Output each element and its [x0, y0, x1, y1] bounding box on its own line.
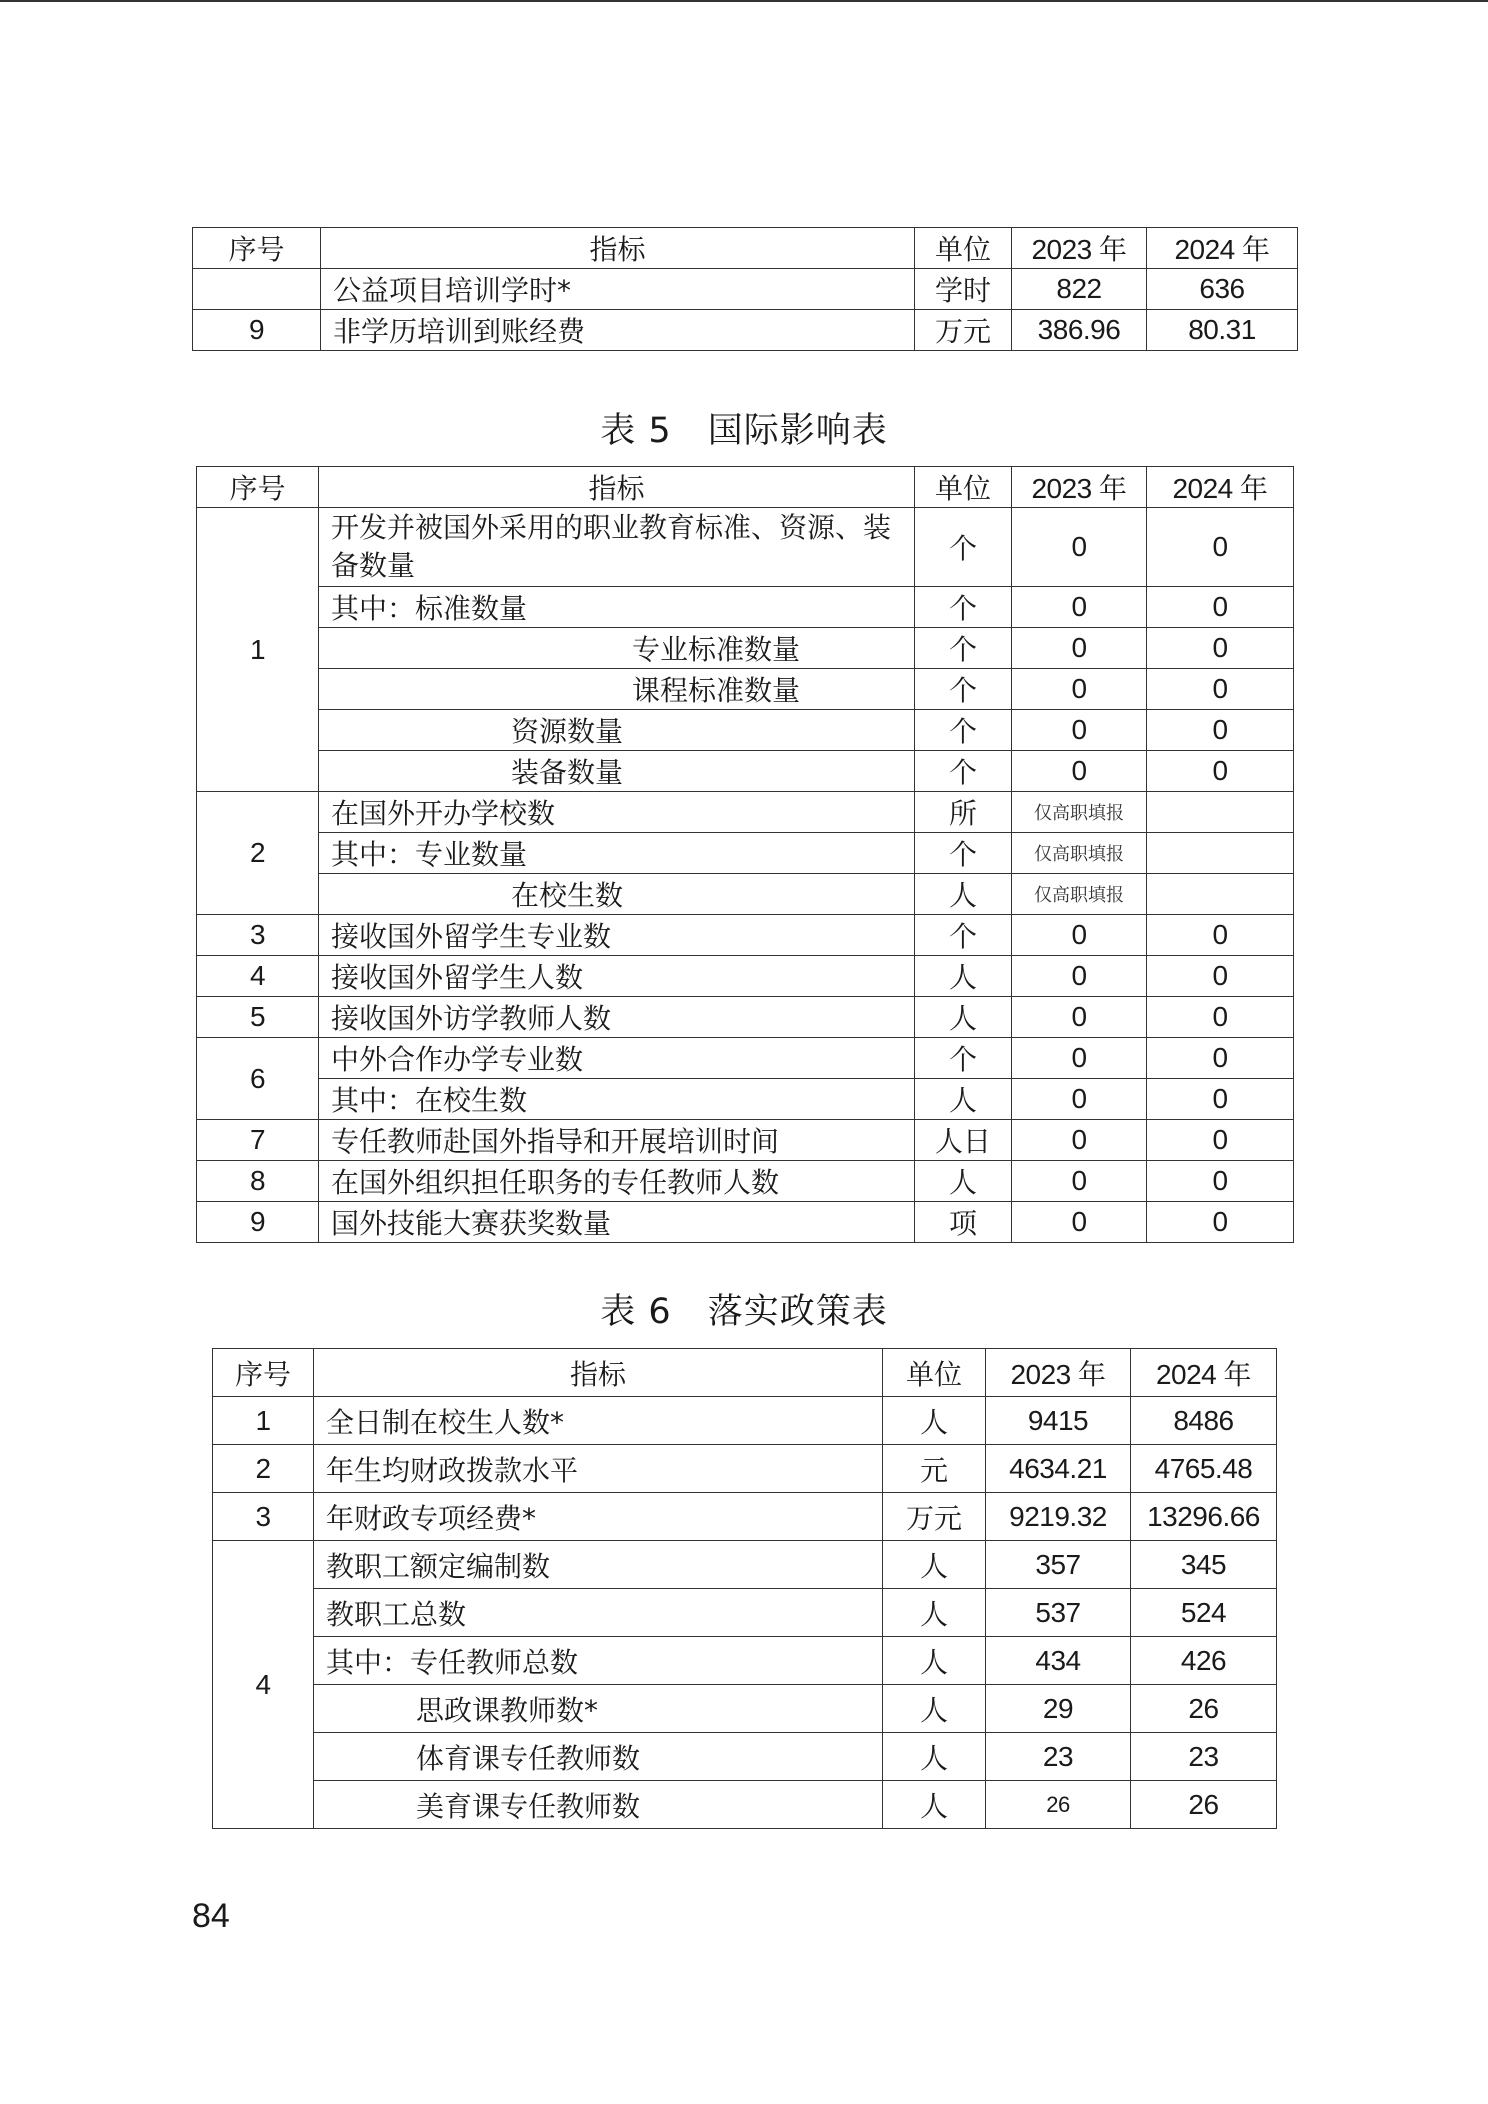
- cell-no: 1: [213, 1397, 314, 1445]
- cell-2023: 0: [1012, 1202, 1147, 1243]
- table-row: [197, 997, 1294, 1038]
- cell-unit: 人: [915, 874, 1012, 915]
- cell-unit: 人: [915, 997, 1012, 1038]
- cell-indicator: 教职工额定编制数: [314, 1541, 883, 1589]
- cell-indicator: 全日制在校生人数*: [314, 1397, 883, 1445]
- table-row: [197, 1202, 1294, 1243]
- header-indicator: 指标: [319, 467, 915, 508]
- cell-2023: 0: [1012, 915, 1147, 956]
- cell-2024: [1147, 792, 1294, 833]
- header-2024: 2024 年: [1131, 1349, 1277, 1397]
- cell-no: 2: [213, 1445, 314, 1493]
- table-row: [213, 1493, 1277, 1541]
- cell-2023: 0: [1012, 956, 1147, 997]
- cell-2023: 9415: [986, 1397, 1131, 1445]
- cell-indicator: 资源数量: [319, 710, 915, 751]
- table-5-international-influence: [196, 466, 1294, 1243]
- cell-no: 1: [197, 508, 319, 792]
- table-6-title: 表 6 落实政策表: [600, 1292, 888, 1332]
- table-row: [197, 1120, 1294, 1161]
- cell-no: 3: [197, 915, 319, 956]
- table-row: [197, 874, 1294, 915]
- table-row: [197, 956, 1294, 997]
- table-row: [197, 915, 1294, 956]
- cell-indicator: 思政课教师数*: [314, 1685, 883, 1733]
- cell-indicator: 在国外组织担任职务的专任教师人数: [319, 1161, 915, 1202]
- cell-2023: 0: [1012, 710, 1147, 751]
- table-row: [197, 710, 1294, 751]
- header-2023: 2023 年: [986, 1349, 1131, 1397]
- header-no: 序号: [197, 467, 319, 508]
- table-row: [197, 751, 1294, 792]
- cell-unit: 人: [883, 1541, 986, 1589]
- cell-2023: 0: [1012, 508, 1147, 587]
- cell-unit: 个: [915, 833, 1012, 874]
- cell-indicator: 国外技能大赛获奖数量: [319, 1202, 915, 1243]
- header-indicator: 指标: [314, 1349, 883, 1397]
- table-row: [197, 833, 1294, 874]
- table-row: [197, 587, 1294, 628]
- cell-indicator: 年生均财政拨款水平: [314, 1445, 883, 1493]
- cell-2024: [1147, 833, 1294, 874]
- table-header-row: [213, 1349, 1277, 1397]
- cell-indicator: 接收国外留学生人数: [319, 956, 915, 997]
- cell-unit: 人: [883, 1685, 986, 1733]
- header-indicator: 指标: [321, 228, 915, 269]
- cell-unit: 个: [915, 508, 1012, 587]
- cell-indicator: 专业标准数量: [319, 628, 915, 669]
- cell-2024: 345: [1131, 1541, 1277, 1589]
- cell-2024: 426: [1131, 1637, 1277, 1685]
- cell-unit: 人: [915, 1161, 1012, 1202]
- cell-2023: 0: [1012, 1079, 1147, 1120]
- page-number: 84: [192, 1897, 230, 1935]
- table-row: [197, 628, 1294, 669]
- table-row: [197, 1038, 1294, 1079]
- cell-indicator: 体育课专任教师数: [314, 1733, 883, 1781]
- cell-2023: 23: [986, 1733, 1131, 1781]
- table-row: [213, 1733, 1277, 1781]
- cell-unit: 元: [883, 1445, 986, 1493]
- table-row: [193, 310, 1298, 351]
- cell-2024: 0: [1147, 1161, 1294, 1202]
- table-row: [193, 269, 1298, 310]
- table-row: [197, 1079, 1294, 1120]
- cell-unit: 万元: [883, 1493, 986, 1541]
- cell-2024: 0: [1147, 1202, 1294, 1243]
- cell-unit: 人: [883, 1637, 986, 1685]
- cell-unit: 万元: [915, 310, 1012, 351]
- cell-no: 7: [197, 1120, 319, 1161]
- header-2024: 2024 年: [1147, 228, 1298, 269]
- cell-2023: 0: [1012, 669, 1147, 710]
- cell-2023: 0: [1012, 1038, 1147, 1079]
- cell-unit: 学时: [915, 269, 1012, 310]
- cell-indicator: 接收国外访学教师人数: [319, 997, 915, 1038]
- table-4-continuation: [192, 227, 1298, 351]
- cell-2024: 0: [1147, 1120, 1294, 1161]
- cell-2024: 0: [1147, 669, 1294, 710]
- cell-2024: 0: [1147, 710, 1294, 751]
- cell-2024: 0: [1147, 587, 1294, 628]
- cell-2024: 23: [1131, 1733, 1277, 1781]
- cell-indicator: 开发并被国外采用的职业教育标准、资源、装备数量: [319, 508, 915, 587]
- table-header-row: [197, 467, 1294, 508]
- cell-unit: 人: [883, 1397, 986, 1445]
- cell-no: 5: [197, 997, 319, 1038]
- cell-indicator: 装备数量: [319, 751, 915, 792]
- cell-2024: 13296.66: [1131, 1493, 1277, 1541]
- header-unit: 单位: [915, 467, 1012, 508]
- cell-unit: 人日: [915, 1120, 1012, 1161]
- cell-2023-note: 仅高职填报: [1012, 792, 1147, 833]
- cell-unit: 个: [915, 587, 1012, 628]
- cell-2023: 4634.21: [986, 1445, 1131, 1493]
- cell-unit: 人: [883, 1733, 986, 1781]
- cell-unit: 项: [915, 1202, 1012, 1243]
- cell-indicator: 课程标准数量: [319, 669, 915, 710]
- cell-indicator: 公益项目培训学时*: [321, 269, 915, 310]
- cell-2024: [1147, 874, 1294, 915]
- table-row: [213, 1445, 1277, 1493]
- table-row: [213, 1589, 1277, 1637]
- table-row: [197, 669, 1294, 710]
- header-no: 序号: [213, 1349, 314, 1397]
- cell-indicator: 接收国外留学生专业数: [319, 915, 915, 956]
- cell-2024: 636: [1147, 269, 1298, 310]
- cell-2023: 26: [986, 1781, 1131, 1829]
- table-row: [197, 792, 1294, 833]
- cell-indicator: 在校生数: [319, 874, 915, 915]
- cell-unit: 个: [915, 751, 1012, 792]
- cell-indicator: 其中：标准数量: [319, 587, 915, 628]
- cell-2023: 537: [986, 1589, 1131, 1637]
- table-row: [197, 508, 1294, 587]
- table-row: [197, 1161, 1294, 1202]
- cell-2023: 0: [1012, 628, 1147, 669]
- header-no: 序号: [193, 228, 321, 269]
- cell-unit: 人: [915, 1079, 1012, 1120]
- header-2023: 2023 年: [1012, 228, 1147, 269]
- cell-unit: 个: [915, 915, 1012, 956]
- cell-indicator: 专任教师赴国外指导和开展培训时间: [319, 1120, 915, 1161]
- header-2024: 2024 年: [1147, 467, 1294, 508]
- cell-2023: 0: [1012, 997, 1147, 1038]
- cell-2024: 26: [1131, 1781, 1277, 1829]
- table-row: [213, 1397, 1277, 1445]
- cell-2024: 0: [1147, 997, 1294, 1038]
- cell-unit: 所: [915, 792, 1012, 833]
- cell-unit: 个: [915, 628, 1012, 669]
- table-row: [213, 1541, 1277, 1589]
- cell-unit: 个: [915, 710, 1012, 751]
- cell-unit: 个: [915, 669, 1012, 710]
- cell-2024: 80.31: [1147, 310, 1298, 351]
- cell-indicator: 在国外开办学校数: [319, 792, 915, 833]
- cell-indicator: 年财政专项经费*: [314, 1493, 883, 1541]
- cell-no: 2: [197, 792, 319, 915]
- top-border-line: [0, 0, 1488, 2]
- cell-2024: 0: [1147, 956, 1294, 997]
- table-6-policy-implementation: [212, 1348, 1277, 1829]
- cell-2023: 0: [1012, 587, 1147, 628]
- cell-2023-note: 仅高职填报: [1012, 833, 1147, 874]
- cell-indicator: 教职工总数: [314, 1589, 883, 1637]
- table-5-title: 表 5 国际影响表: [600, 411, 888, 451]
- cell-indicator: 其中：在校生数: [319, 1079, 915, 1120]
- table-row: [213, 1685, 1277, 1733]
- cell-no: 9: [197, 1202, 319, 1243]
- cell-2023: 0: [1012, 1120, 1147, 1161]
- cell-indicator: 非学历培训到账经费: [321, 310, 915, 351]
- cell-2023: 822: [1012, 269, 1147, 310]
- cell-no: 9: [193, 310, 321, 351]
- cell-indicator: 美育课专任教师数: [314, 1781, 883, 1829]
- cell-no: 4: [197, 956, 319, 997]
- cell-2023: 0: [1012, 751, 1147, 792]
- cell-2023: 0: [1012, 1161, 1147, 1202]
- header-2023: 2023 年: [1012, 467, 1147, 508]
- cell-2024: 0: [1147, 1079, 1294, 1120]
- cell-no: 3: [213, 1493, 314, 1541]
- cell-2023: 357: [986, 1541, 1131, 1589]
- cell-2024: 524: [1131, 1589, 1277, 1637]
- cell-2023: 434: [986, 1637, 1131, 1685]
- cell-2023-note: 仅高职填报: [1012, 874, 1147, 915]
- cell-2023: 386.96: [1012, 310, 1147, 351]
- table-row: [213, 1637, 1277, 1685]
- cell-2024: 0: [1147, 508, 1294, 587]
- table-row: [213, 1781, 1277, 1829]
- cell-2023: 9219.32: [986, 1493, 1131, 1541]
- cell-2024: 0: [1147, 915, 1294, 956]
- table-header-row: [193, 228, 1298, 269]
- cell-indicator: 其中：专任教师总数: [314, 1637, 883, 1685]
- cell-2024: 0: [1147, 1038, 1294, 1079]
- cell-indicator: 其中：专业数量: [319, 833, 915, 874]
- cell-no: 8: [197, 1161, 319, 1202]
- header-unit: 单位: [915, 228, 1012, 269]
- cell-2024: 26: [1131, 1685, 1277, 1733]
- cell-2024: 4765.48: [1131, 1445, 1277, 1493]
- cell-indicator: 中外合作办学专业数: [319, 1038, 915, 1079]
- cell-2024: 0: [1147, 751, 1294, 792]
- cell-unit: 人: [883, 1589, 986, 1637]
- cell-unit: 人: [883, 1781, 986, 1829]
- cell-unit: 个: [915, 1038, 1012, 1079]
- cell-no: [193, 269, 321, 310]
- cell-2024: 0: [1147, 628, 1294, 669]
- cell-no: 4: [213, 1541, 314, 1829]
- cell-2023: 29: [986, 1685, 1131, 1733]
- cell-no: 6: [197, 1038, 319, 1120]
- cell-2024: 8486: [1131, 1397, 1277, 1445]
- header-unit: 单位: [883, 1349, 986, 1397]
- cell-unit: 人: [915, 956, 1012, 997]
